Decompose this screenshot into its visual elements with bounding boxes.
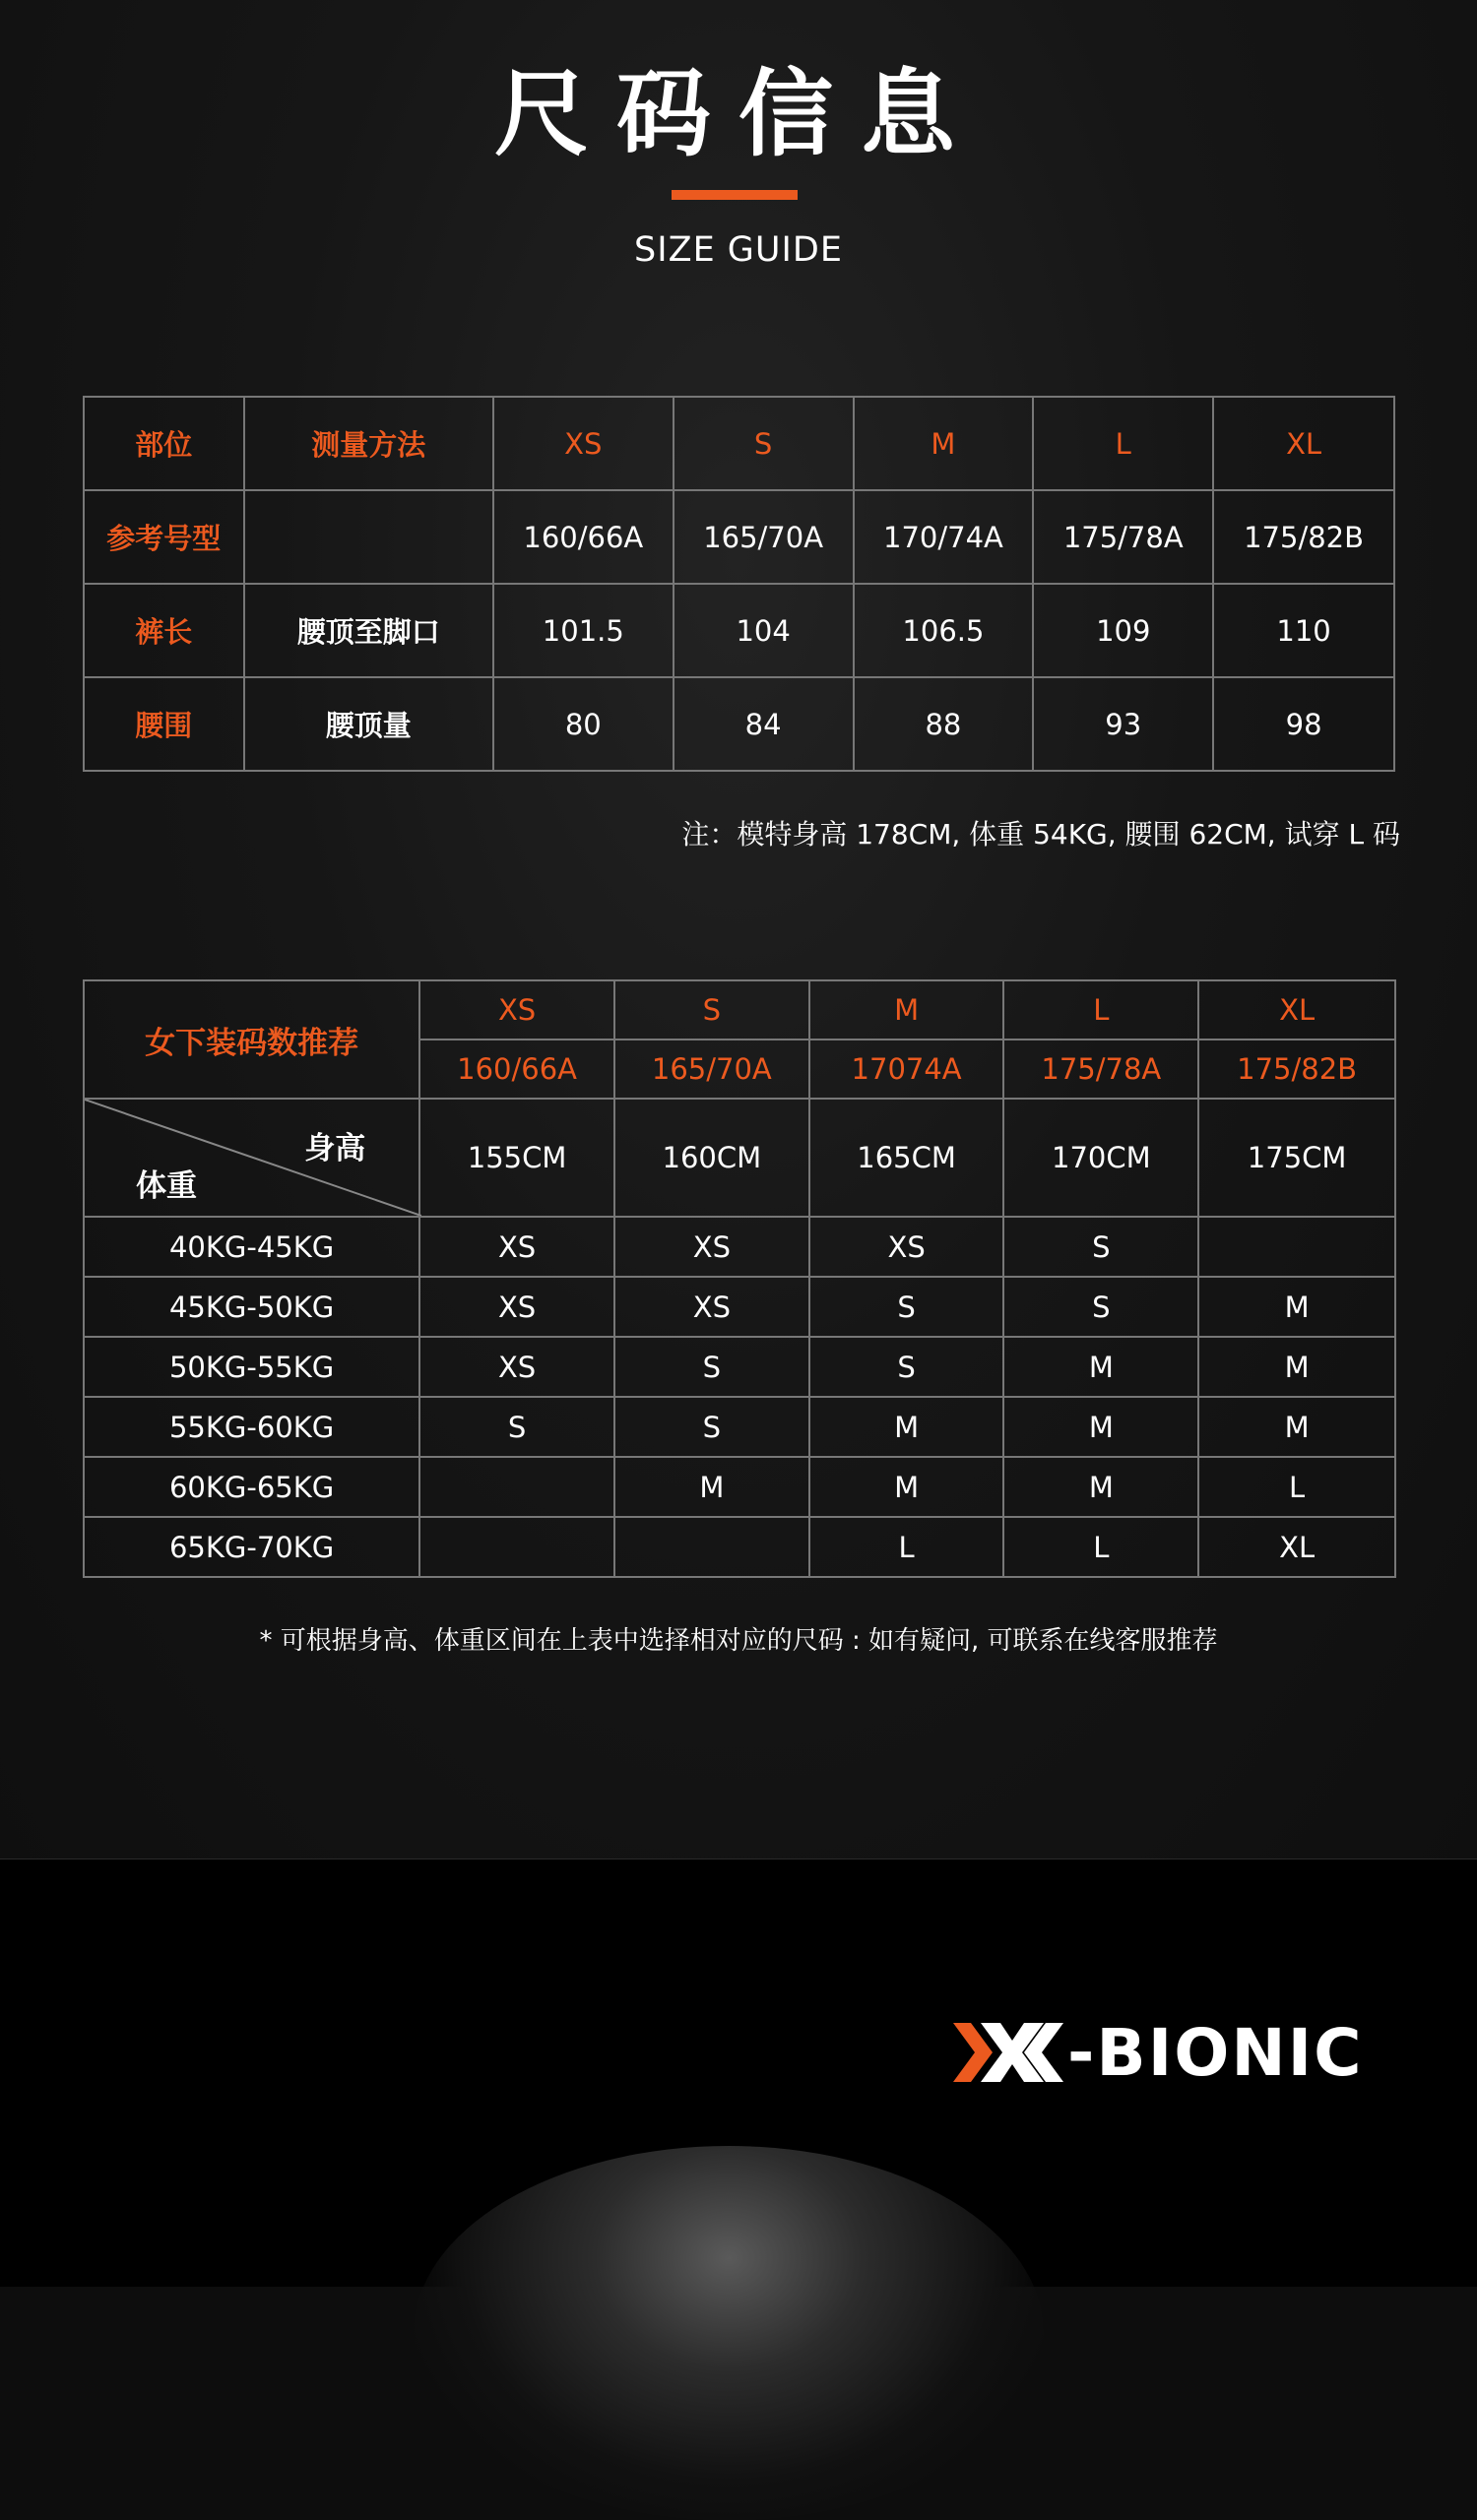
size-label: M	[809, 980, 1004, 1040]
weight-range: 60KG-65KG	[84, 1457, 419, 1517]
row-method	[244, 490, 493, 584]
row-method: 腰顶至脚口	[244, 584, 493, 677]
table-cell: XS	[809, 1217, 1004, 1277]
title-accent-bar	[672, 190, 798, 200]
height-axis-label: 身高	[304, 1131, 366, 1166]
table-cell: 101.5	[493, 584, 674, 677]
size-recommendation-table	[83, 979, 1396, 1578]
table-cell: 84	[674, 677, 854, 771]
table-cell	[1198, 1217, 1395, 1277]
table-cell: M	[1198, 1337, 1395, 1397]
weight-axis-label: 体重	[136, 1168, 197, 1204]
size-code: 175/78A	[1003, 1040, 1198, 1099]
weight-range: 45KG-50KG	[84, 1277, 419, 1337]
table-cell: 175/82B	[1213, 490, 1394, 584]
table-cell: 80	[493, 677, 674, 771]
size-label: XL	[1198, 980, 1395, 1040]
table-cell: 109	[1033, 584, 1213, 677]
table-row	[84, 1517, 1395, 1577]
table-cell: S	[809, 1277, 1004, 1337]
table-cell	[614, 1517, 809, 1577]
table-cell: S	[614, 1337, 809, 1397]
table-row	[84, 1217, 1395, 1277]
table-cell: XS	[419, 1277, 614, 1337]
height-value: 160CM	[614, 1099, 809, 1217]
table-cell: XS	[419, 1217, 614, 1277]
size-code: 165/70A	[614, 1040, 809, 1099]
weight-range: 55KG-60KG	[84, 1397, 419, 1457]
table-cell: M	[809, 1397, 1004, 1457]
table-cell	[419, 1517, 614, 1577]
x-bionic-logo-icon	[953, 2023, 1063, 2082]
table-row	[84, 490, 1394, 584]
table-cell: 98	[1213, 677, 1394, 771]
table-cell: M	[1198, 1277, 1395, 1337]
table-cell	[419, 1457, 614, 1517]
decorative-sphere	[414, 2146, 1044, 2520]
table-cell: S	[614, 1397, 809, 1457]
table-cell: 165/70A	[674, 490, 854, 584]
table-cell: L	[1198, 1457, 1395, 1517]
table-row	[84, 584, 1394, 677]
measurement-header-row	[84, 397, 1394, 490]
table-cell: XL	[1198, 1517, 1395, 1577]
table-cell: XS	[614, 1217, 809, 1277]
diagonal-header-cell	[84, 1099, 419, 1217]
header-cell: XS	[493, 397, 674, 490]
table-cell: XS	[419, 1337, 614, 1397]
height-value: 170CM	[1003, 1099, 1198, 1217]
header-cell: M	[854, 397, 1034, 490]
table-cell: M	[1003, 1337, 1198, 1397]
row-label: 裤长	[84, 584, 244, 677]
size-label: L	[1003, 980, 1198, 1040]
header-cell: 测量方法	[244, 397, 493, 490]
table-cell: 88	[854, 677, 1034, 771]
table-cell: 104	[674, 584, 854, 677]
table-cell: 160/66A	[493, 490, 674, 584]
table-cell: L	[1003, 1517, 1198, 1577]
table-cell: 110	[1213, 584, 1394, 677]
row-label: 参考号型	[84, 490, 244, 584]
header-cell: 部位	[84, 397, 244, 490]
header-cell: L	[1033, 397, 1213, 490]
recommendation-title: 女下装码数推荐	[84, 980, 419, 1099]
weight-range: 50KG-55KG	[84, 1337, 419, 1397]
table-row	[84, 677, 1394, 771]
table-cell: M	[809, 1457, 1004, 1517]
table-cell: 93	[1033, 677, 1213, 771]
weight-range: 40KG-45KG	[84, 1217, 419, 1277]
height-value: 175CM	[1198, 1099, 1395, 1217]
table-row	[84, 1457, 1395, 1517]
table-cell: XS	[614, 1277, 809, 1337]
size-code: 17074A	[809, 1040, 1004, 1099]
size-header-row	[84, 980, 1395, 1040]
table-row	[84, 1277, 1395, 1337]
model-note: 注：模特身高 178CM, 体重 54KG, 腰围 62CM, 试穿 L 码	[681, 818, 1400, 850]
table-cell: S	[1003, 1217, 1198, 1277]
table-row	[84, 1337, 1395, 1397]
header-cell: XL	[1213, 397, 1394, 490]
table-cell: M	[1003, 1457, 1198, 1517]
page-subtitle: SIZE GUIDE	[634, 230, 843, 270]
brand-logo	[953, 2014, 1364, 2091]
table-cell: L	[809, 1517, 1004, 1577]
page-title: 尺码信息	[494, 59, 983, 169]
header-cell: S	[674, 397, 854, 490]
size-code: 160/66A	[419, 1040, 614, 1099]
height-value: 165CM	[809, 1099, 1004, 1217]
weight-range: 65KG-70KG	[84, 1517, 419, 1577]
table-cell: 175/78A	[1033, 490, 1213, 584]
table-cell: M	[1003, 1397, 1198, 1457]
row-label: 腰围	[84, 677, 244, 771]
table-cell: 106.5	[854, 584, 1034, 677]
row-method: 腰顶量	[244, 677, 493, 771]
size-label: XS	[419, 980, 614, 1040]
selection-note: * 可根据身高、体重区间在上表中选择相对应的尺码 : 如有疑问, 可联系在线客服推荐	[259, 1626, 1218, 1656]
size-label: S	[614, 980, 809, 1040]
height-value: 155CM	[419, 1099, 614, 1217]
table-cell: S	[809, 1337, 1004, 1397]
table-cell: M	[614, 1457, 809, 1517]
measurement-table	[83, 396, 1395, 772]
table-cell: S	[1003, 1277, 1198, 1337]
table-cell: 170/74A	[854, 490, 1034, 584]
table-cell: M	[1198, 1397, 1395, 1457]
height-row	[84, 1099, 1395, 1217]
table-row	[84, 1397, 1395, 1457]
brand-name: -BIONIC	[1067, 2014, 1364, 2091]
table-cell: S	[419, 1397, 614, 1457]
size-code: 175/82B	[1198, 1040, 1395, 1099]
